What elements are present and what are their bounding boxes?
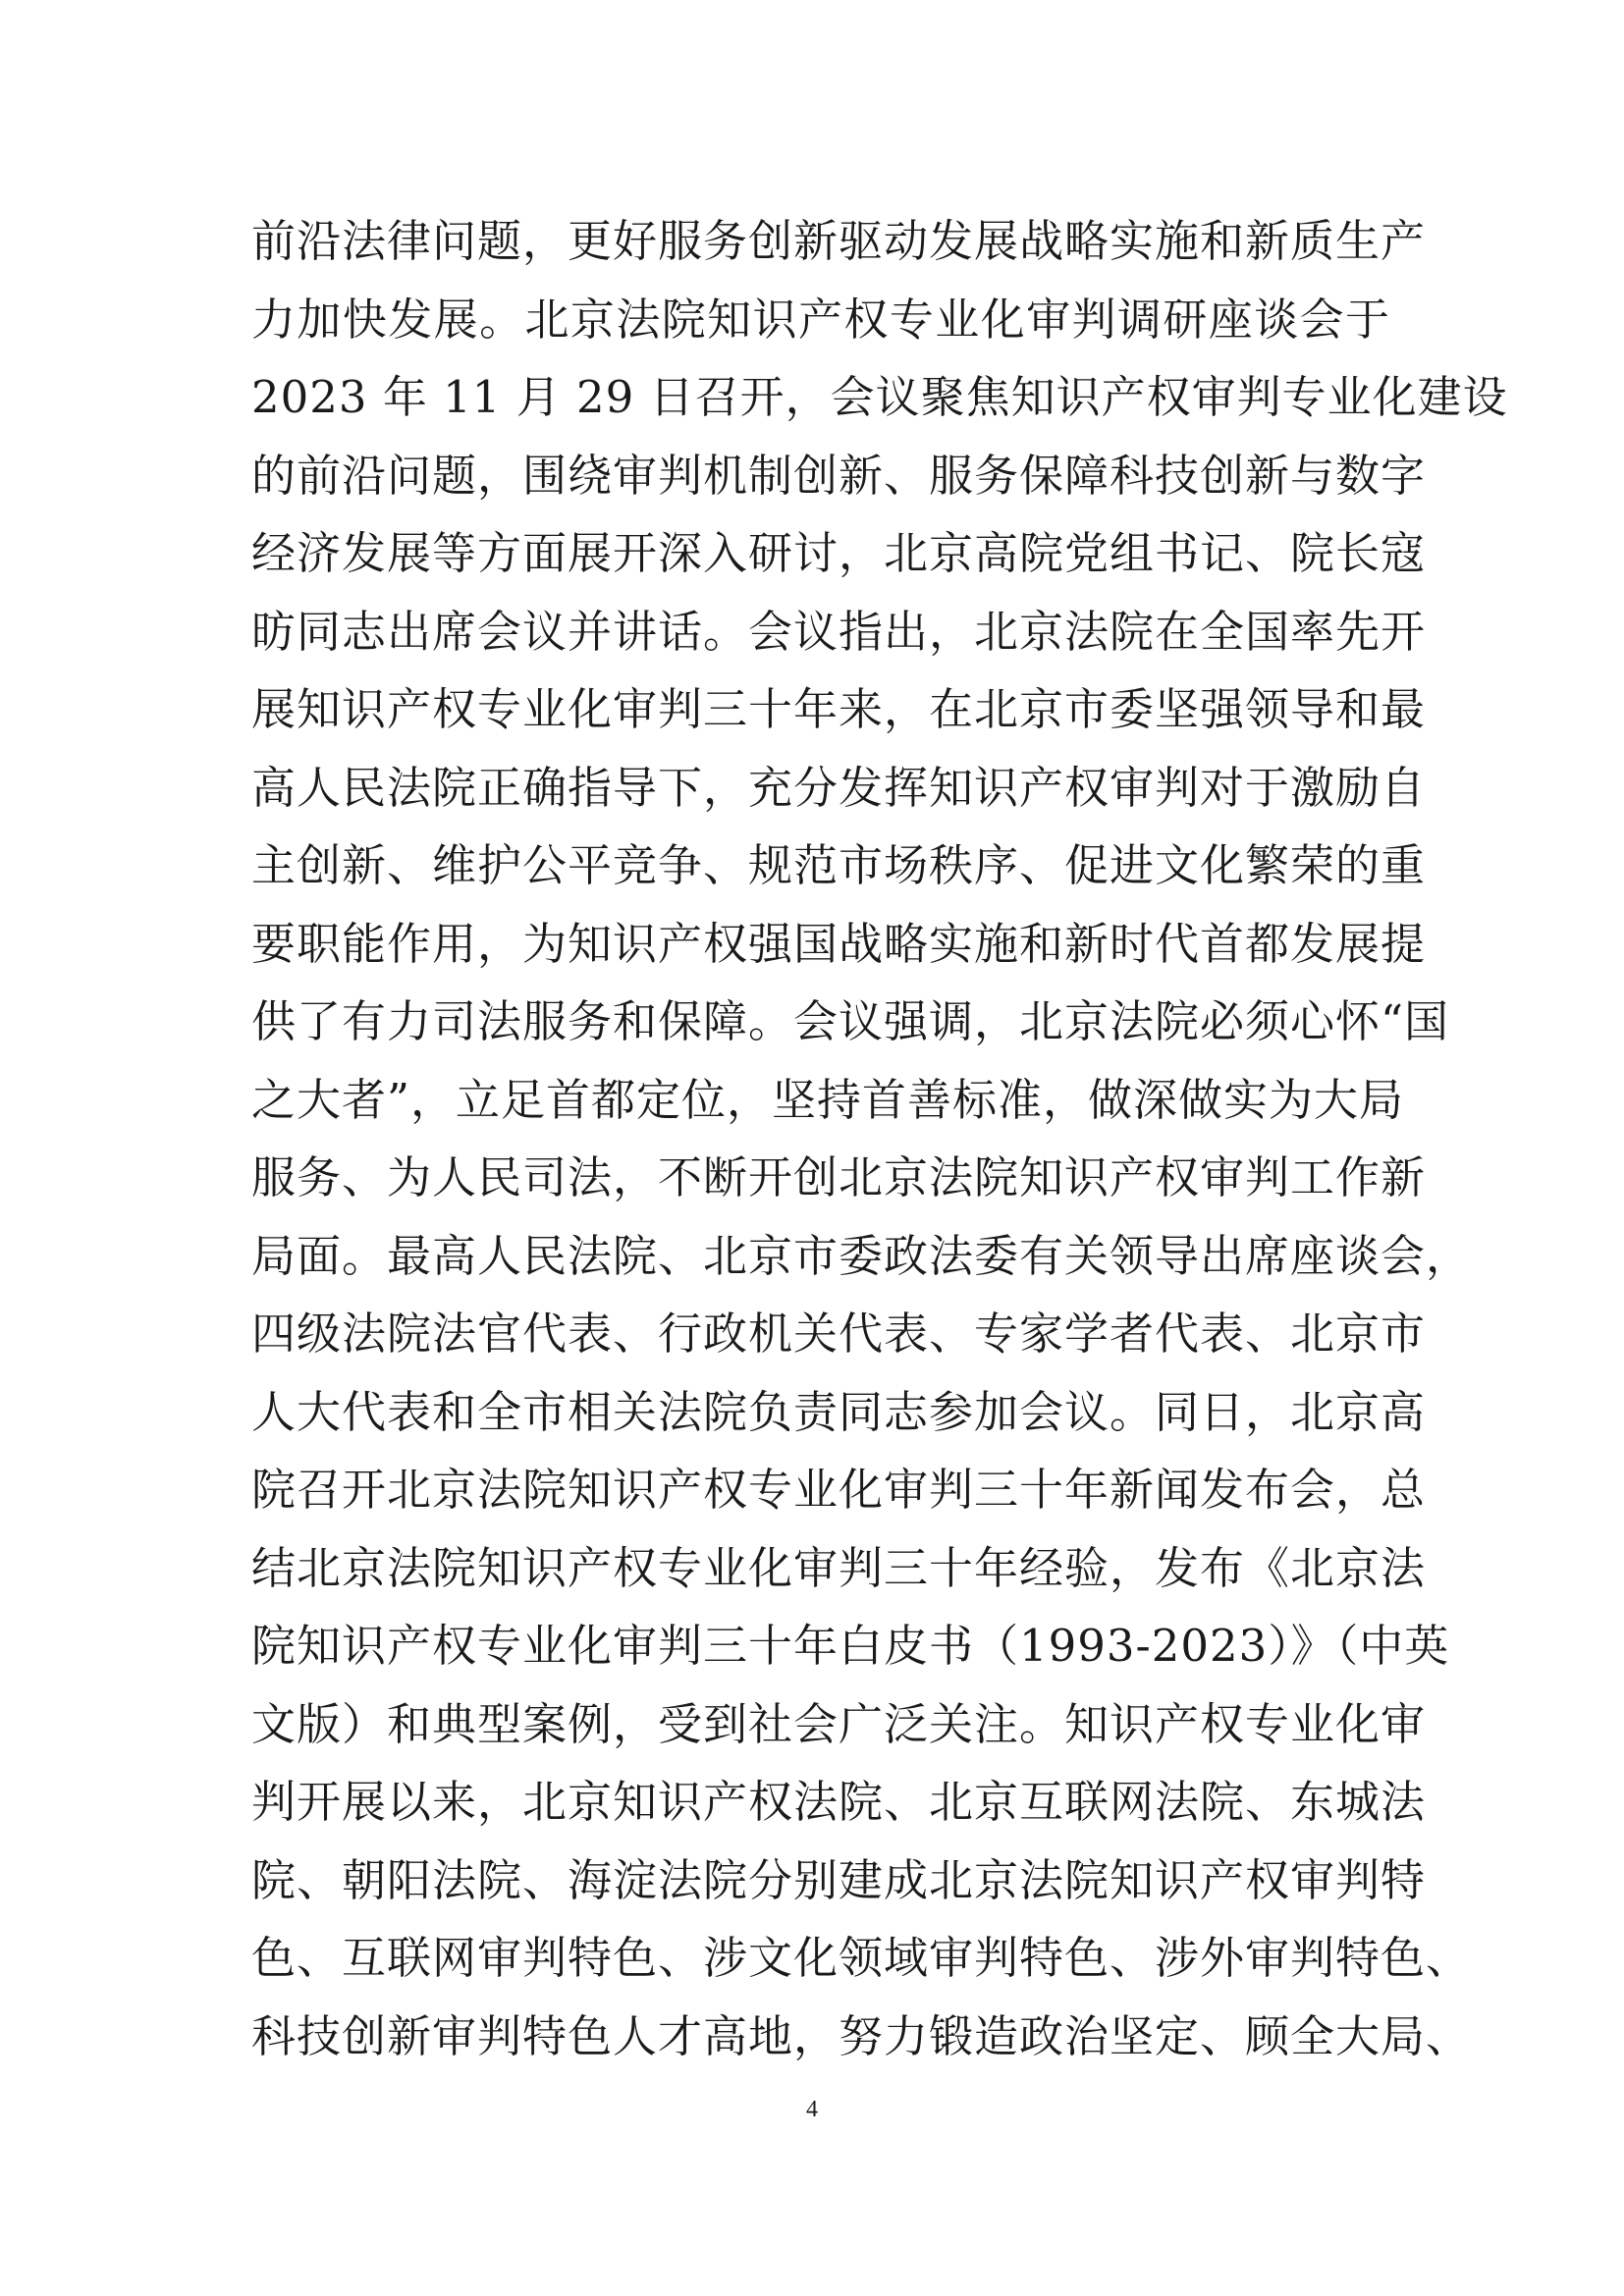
text-line: 院知识产权专业化审判三十年白皮书（1993-2023）》（中英 xyxy=(251,1620,1450,1672)
text-line: 之大者”，立足首都定位，坚持首善标准，做深做实为大局 xyxy=(251,1073,1405,1126)
text-line: 昉同志出席会议并讲话。会议指出，北京法院在全国率先开 xyxy=(251,605,1427,658)
text-line: 人大代表和全市相关法院负责同志参加会议。同日，北京高 xyxy=(251,1385,1427,1438)
text-line: 判开展以来，北京知识产权法院、北京互联网法院、东城法 xyxy=(251,1776,1427,1828)
text-line: 服务、为人民司法，不断开创北京法院知识产权审判工作新 xyxy=(251,1151,1427,1203)
text-line: 院召开北京法院知识产权专业化审判三十年新闻发布会，总 xyxy=(251,1464,1427,1516)
text-line: 主创新、维护公平竞争、规范市场秩序、促进文化繁荣的重 xyxy=(251,839,1427,891)
text-line: 科技创新审判特色人才高地，努力锻造政治坚定、顾全大局、 xyxy=(251,2009,1472,2062)
text-line: 要职能作用，为知识产权强国战略实施和新时代首都发展提 xyxy=(251,917,1427,970)
text-line: 色、互联网审判特色、涉文化领域审判特色、涉外审判特色、 xyxy=(251,1932,1472,1984)
text-line: 高人民法院正确指导下，充分发挥知识产权审判对于激励自 xyxy=(251,761,1427,814)
page-number: 4 xyxy=(806,2097,818,2122)
text-line: 结北京法院知识产权专业化审判三十年经验，发布《北京法 xyxy=(251,1541,1427,1594)
text-line: 展知识产权专业化审判三十年来，在北京市委坚强领导和最 xyxy=(251,683,1427,735)
text-line: 经济发展等方面展开深入研讨，北京高院党组书记、院长寇 xyxy=(251,527,1427,579)
text-line: 院、朝阳法院、海淀法院分别建成北京法院知识产权审判特 xyxy=(251,1853,1427,1906)
text-line: 的前沿问题，围绕审判机制创新、服务保障科技创新与数字 xyxy=(251,449,1427,502)
text-line: 力加快发展。北京法院知识产权专业化审判调研座谈会于 xyxy=(251,293,1390,346)
text-line: 文版）和典型案例，受到社会广泛关注。知识产权专业化审 xyxy=(251,1697,1427,1750)
text-line: 四级法院法官代表、行政机关代表、专家学者代表、北京市 xyxy=(251,1308,1427,1360)
text-line: 局面。最高人民法院、北京市委政法委有关领导出席座谈会， xyxy=(251,1229,1472,1282)
text-line: 2023 年 11 月 29 日召开，会议聚焦知识产权审判专业化建设 xyxy=(251,371,1508,423)
text-line: 供了有力司法服务和保障。会议强调，北京法院必须心怀“国 xyxy=(251,995,1450,1047)
body-text xyxy=(251,202,1508,2075)
text-line: 前沿法律问题，更好服务创新驱动发展战略实施和新质生产 xyxy=(251,215,1427,267)
